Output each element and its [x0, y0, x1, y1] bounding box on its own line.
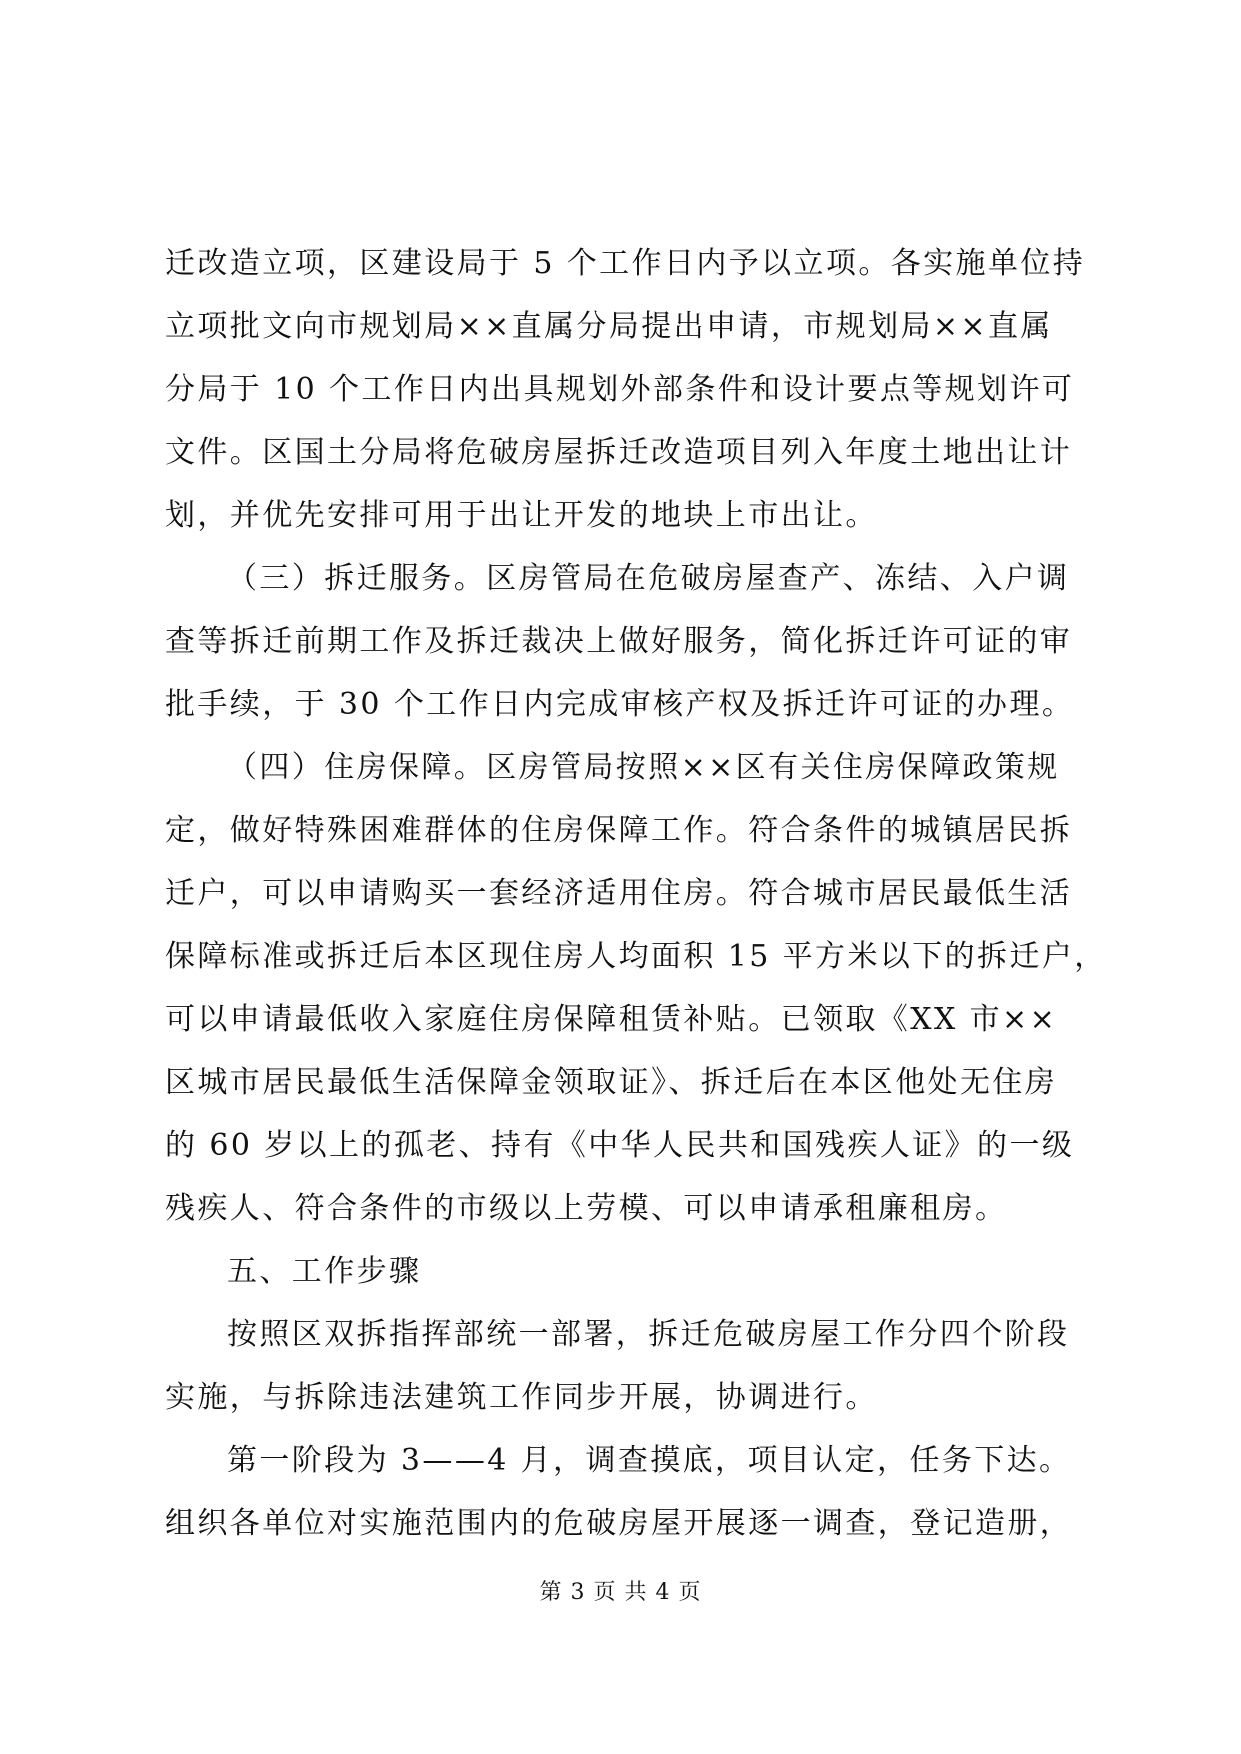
page-number-footer: 第 3 页 共 4 页	[539, 1580, 702, 1605]
section-heading: 五、工作步骤	[227, 1254, 422, 1289]
text-line: 分局于 10 个工作日内出具规划外部条件和设计要点等规划许可	[165, 372, 1075, 407]
body-text	[165, 232, 1107, 1555]
text-line: （三）拆迁服务。区房管局在危破房屋查产、冻结、入户调	[227, 561, 1070, 596]
text-line: 文件。区国土分局将危破房屋拆迁改造项目列入年度土地出让计	[165, 435, 1073, 470]
text-line: 立项批文向市规划局××直属分局提出申请，市规划局××直属	[165, 309, 1053, 344]
text-line: 批手续，于 30 个工作日内完成审核产权及拆迁许可证的办理。	[165, 687, 1075, 722]
text-line: 实施，与拆除违法建筑工作同步开展，协调进行。	[165, 1380, 878, 1415]
text-line: 按照区双拆指挥部统一部署，拆迁危破房屋工作分四个阶段	[227, 1317, 1070, 1352]
text-line: 查等拆迁前期工作及拆迁裁决上做好服务，简化拆迁许可证的审	[165, 624, 1073, 659]
text-line: 可以申请最低收入家庭住房保障租赁补贴。已领取《XX 市××	[165, 1002, 1058, 1037]
text-line: 组织各单位对实施范围内的危破房屋开展逐一调查，登记造册，	[165, 1506, 1073, 1541]
text-line: 定，做好特殊困难群体的住房保障工作。符合条件的城镇居民拆	[165, 813, 1073, 848]
text-line: 的 60 岁以上的孤老、持有《中华人民共和国残疾人证》的一级	[165, 1128, 1075, 1163]
text-line: 第一阶段为 3——4 月，调查摸底，项目认定，任务下达。	[227, 1443, 1072, 1478]
text-line: 迁改造立项，区建设局于 5 个工作日内予以立项。各实施单位持	[165, 246, 1086, 281]
text-line: 区城市居民最低生活保障金领取证》、拆迁后在本区他处无住房	[165, 1065, 1058, 1100]
text-line: （四）住房保障。区房管局按照××区有关住房保障政策规	[227, 750, 1060, 785]
text-line: 划，并优先安排可用于出让开发的地块上市出让。	[165, 498, 878, 533]
text-line: 保障标准或拆迁后本区现住房人均面积 15 平方米以下的拆迁户，	[165, 939, 1107, 974]
text-line: 残疾人、符合条件的市级以上劳模、可以申请承租廉租房。	[165, 1191, 1008, 1226]
text-line: 迁户，可以申请购买一套经济适用住房。符合城市居民最低生活	[165, 876, 1073, 911]
